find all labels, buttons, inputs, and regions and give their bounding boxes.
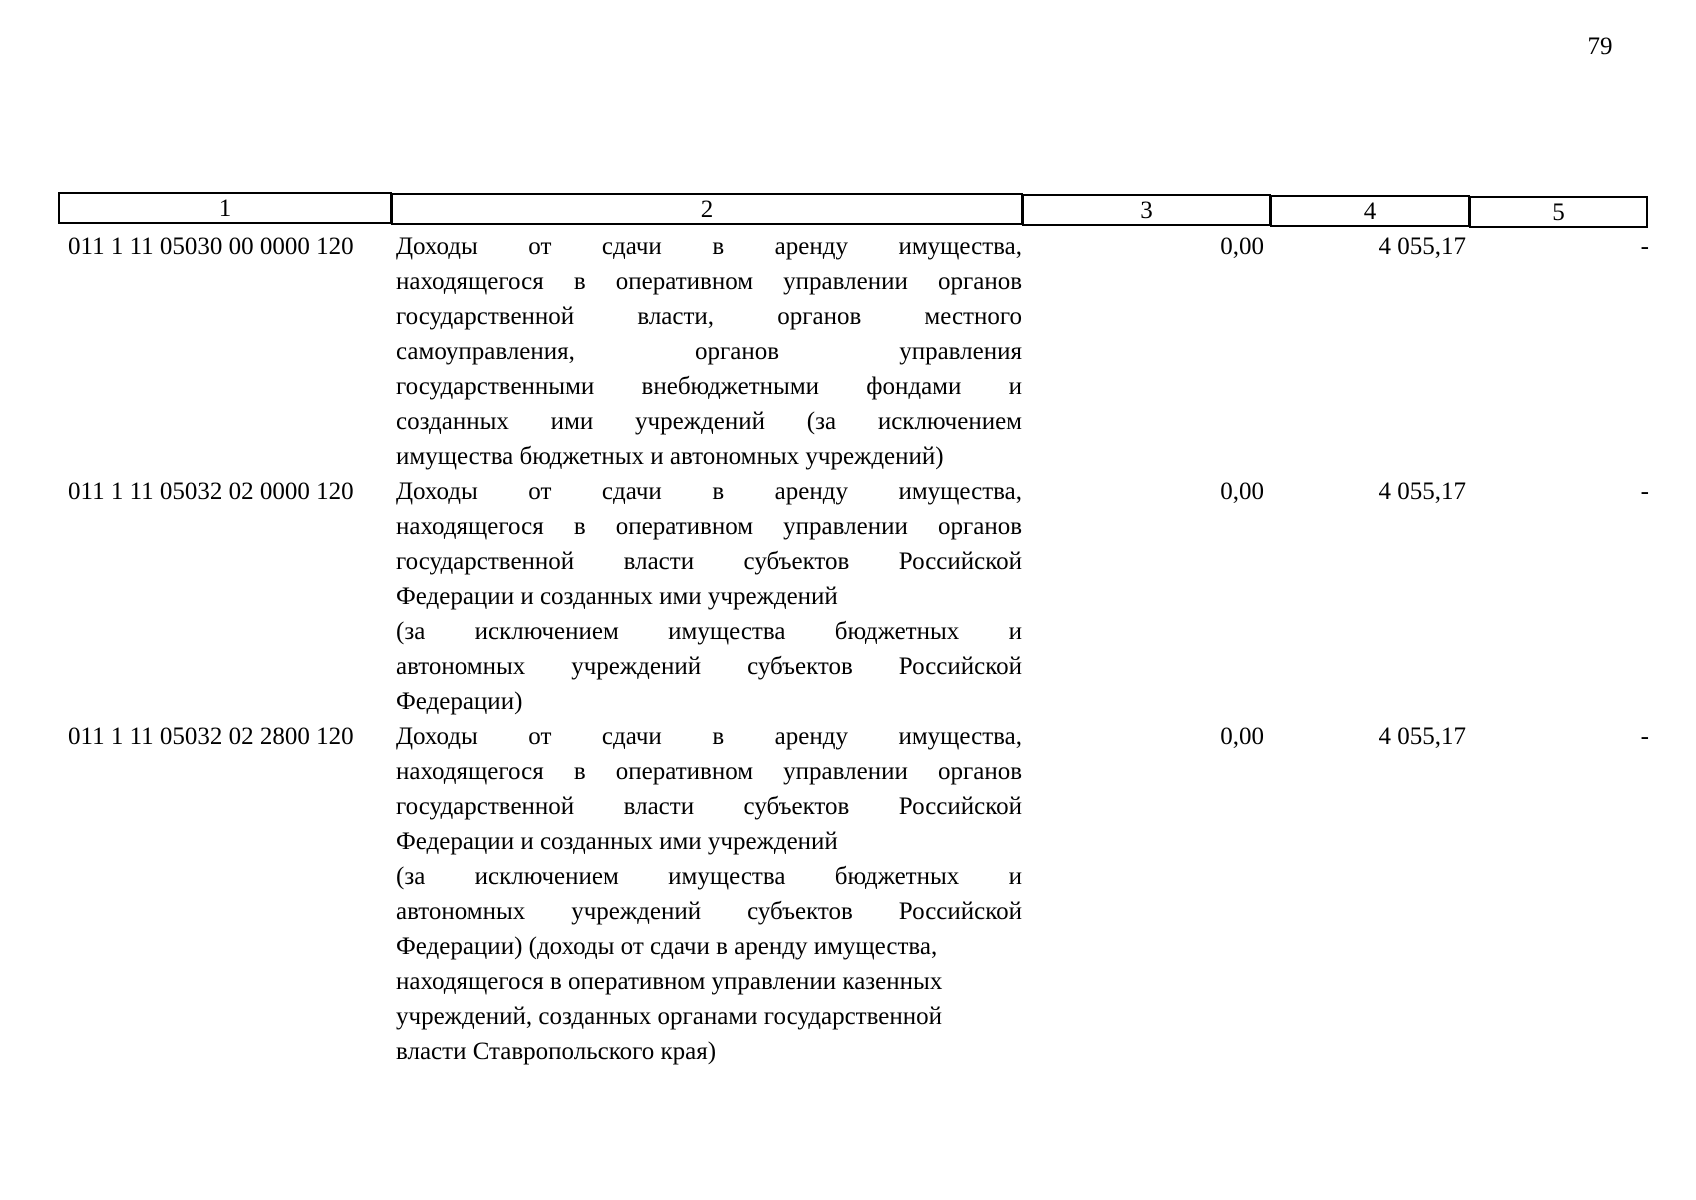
- header-col-1: 1: [58, 192, 392, 224]
- revenue-name-line: находящегося в оперативном управлении казенных: [396, 968, 943, 995]
- table-header: [58, 192, 1648, 228]
- revenue-name-line: Федерации и созданных ими учреждений: [396, 583, 838, 610]
- revenue-name-line: созданных ими учреждений (за исключением: [396, 408, 1022, 435]
- revenue-name-line: государственной власти, органов местного: [396, 303, 1022, 330]
- revenue-name-line: Федерации и созданных ими учреждений: [396, 828, 838, 855]
- revenue-name: [396, 719, 1022, 1069]
- value-col-5: -: [1640, 478, 1649, 505]
- value-col-3: 0,00: [1220, 233, 1264, 260]
- table-row: [58, 229, 1648, 474]
- revenue-name-line: имущества бюджетных и автономных учреждений): [396, 443, 944, 470]
- revenue-name-line: государственными внебюджетными фондами и: [396, 373, 1022, 400]
- revenue-name-line: государственной власти субъектов Российской: [396, 548, 1022, 575]
- revenue-name-line: автономных учреждений субъектов Российской: [396, 653, 1022, 680]
- budget-code: 011 1 11 05032 02 0000 120: [68, 478, 354, 505]
- revenue-name-line: Доходы от сдачи в аренду имущества,: [396, 723, 1022, 750]
- value-col-4: 4 055,17: [1378, 233, 1466, 260]
- table-row: [58, 719, 1648, 1069]
- header-col-3: 3: [1022, 194, 1271, 226]
- table-row: [58, 474, 1648, 719]
- revenue-name-line: находящегося в оперативном управлении органов: [396, 268, 1022, 295]
- revenue-name-line: Федерации) (доходы от сдачи в аренду имущества,: [396, 933, 938, 960]
- header-col-2: 2: [391, 193, 1023, 225]
- header-col-4: 4: [1270, 195, 1470, 227]
- revenue-name-line: автономных учреждений субъектов Российской: [396, 898, 1022, 925]
- budget-code: 011 1 11 05032 02 2800 120: [68, 723, 354, 750]
- value-col-5: -: [1640, 233, 1649, 260]
- page-number: 79: [1587, 33, 1613, 60]
- value-col-3: 0,00: [1220, 723, 1264, 750]
- value-col-5: -: [1640, 723, 1649, 750]
- revenue-name-line: (за исключением имущества бюджетных и: [396, 863, 1022, 890]
- value-col-4: 4 055,17: [1378, 478, 1466, 505]
- revenue-name-line: Федерации): [396, 688, 523, 715]
- budget-code: 011 1 11 05030 00 0000 120: [68, 233, 354, 260]
- revenue-name: [396, 229, 1022, 474]
- revenue-name: [396, 474, 1022, 719]
- revenue-name-line: находящегося в оперативном управлении органов: [396, 513, 1022, 540]
- revenue-name-line: власти Ставропольского края): [396, 1038, 717, 1065]
- revenue-name-line: учреждений, созданных органами государственной: [396, 1003, 942, 1030]
- header-col-5: 5: [1469, 196, 1648, 228]
- table-body: [58, 229, 1648, 1069]
- value-col-4: 4 055,17: [1378, 723, 1466, 750]
- revenue-name-line: Доходы от сдачи в аренду имущества,: [396, 233, 1022, 260]
- revenue-name-line: (за исключением имущества бюджетных и: [396, 618, 1022, 645]
- value-col-3: 0,00: [1220, 478, 1264, 505]
- revenue-name-line: государственной власти субъектов Российской: [396, 793, 1022, 820]
- revenue-name-line: Доходы от сдачи в аренду имущества,: [396, 478, 1022, 505]
- revenue-name-line: находящегося в оперативном управлении органов: [396, 758, 1022, 785]
- revenue-name-line: самоуправления, органов управления: [396, 338, 1022, 365]
